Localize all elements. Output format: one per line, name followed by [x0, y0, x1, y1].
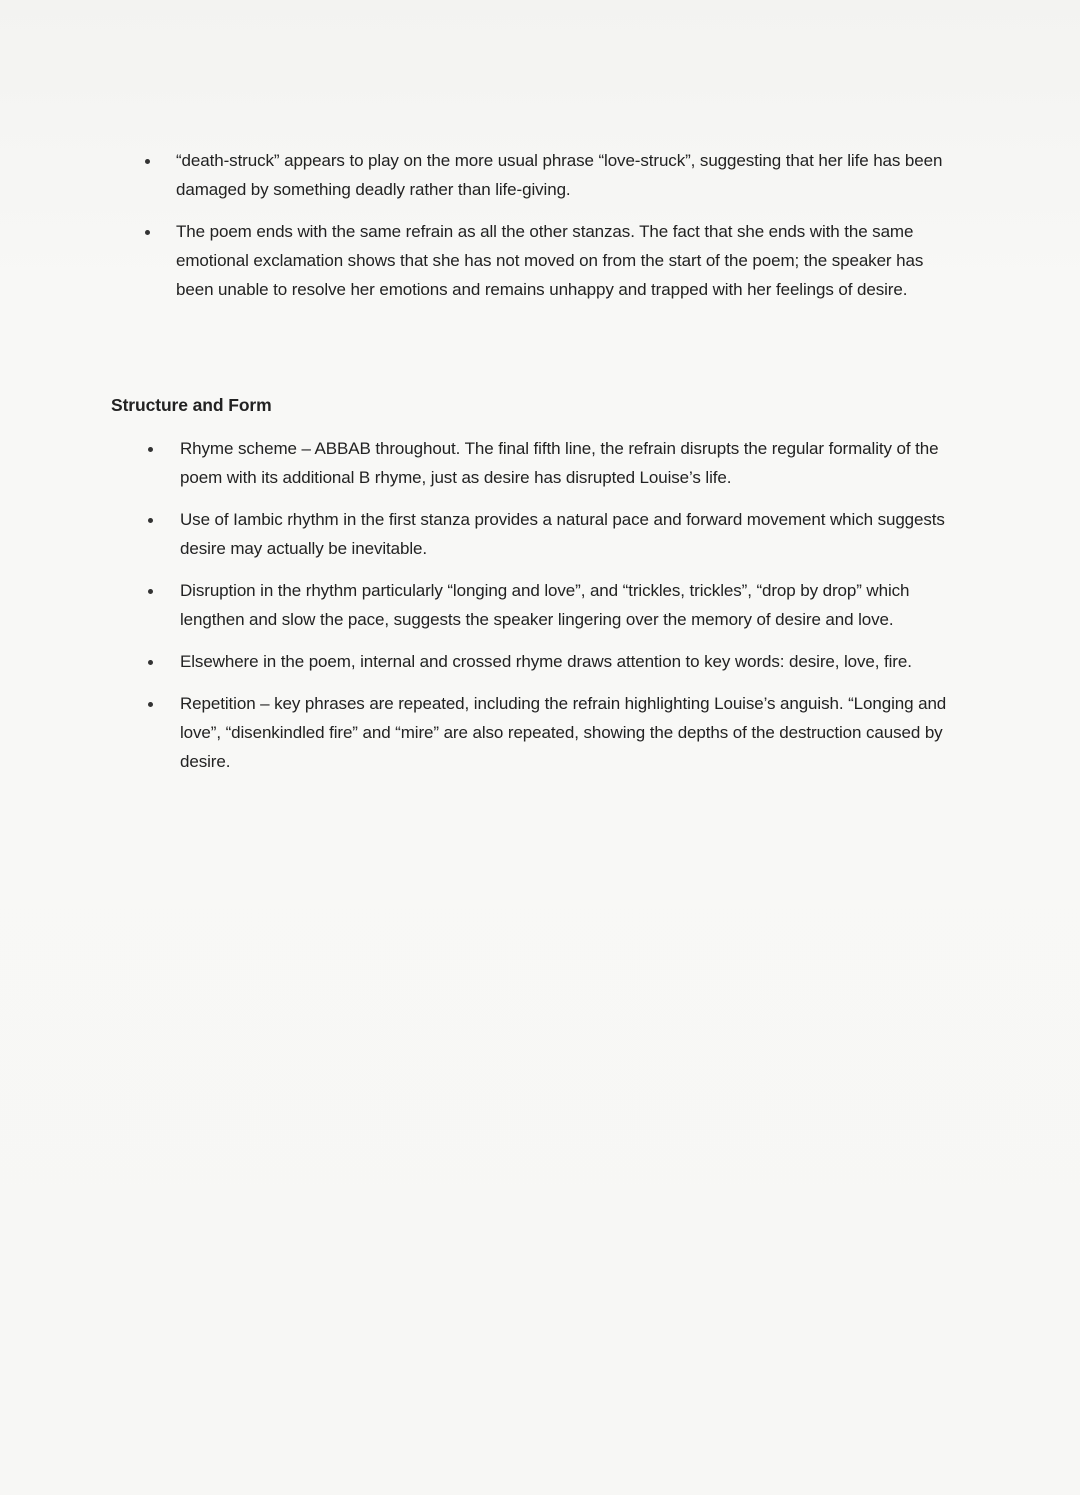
list-item-text: Use of Iambic rhythm in the first stanza provides a natural pace and forward movement which suggests desire may actually be inevitable. [180, 510, 945, 558]
bullet-icon [148, 702, 153, 707]
bullet-icon [145, 230, 150, 235]
list-item-text: The poem ends with the same refrain as all the other stanzas. The fact that she ends with the same emotional exclamation shows that she has not moved on from the start of the poem; the speaker has been unable to resolve her emotions and remains unhappy and trapped with her feelings of desire. [176, 222, 924, 299]
analysis-bullet-list [176, 146, 951, 304]
list-item-text: Disruption in the rhythm particularly “longing and love”, and “trickles, trickles”, “drop by drop” which lengthen and slow the pace, suggests the speaker lingering over the memory of desire and love. [180, 581, 910, 629]
list-item [180, 505, 955, 563]
bullet-icon [145, 159, 150, 164]
list-item [176, 146, 951, 204]
list-item [180, 689, 955, 776]
list-item [176, 217, 951, 304]
list-item-text: “death-struck” appears to play on the more usual phrase “love-struck”, suggesting that her life has been damaged by something deadly rather than life-giving. [176, 151, 943, 199]
list-item-text: Repetition – key phrases are repeated, including the refrain highlighting Louise’s anguish. “Longing and love”, “disenkindled fire” and “mire” are also repeated, showing the depths of the destruction caused by desire. [180, 694, 947, 771]
list-item-text: Rhyme scheme – ABBAB throughout. The final fifth line, the refrain disrupts the regular formality of the poem with its additional B rhyme, just as desire has disrupted Louise’s life. [180, 439, 939, 487]
list-item [180, 576, 955, 634]
bullet-icon [148, 447, 153, 452]
list-item [180, 434, 955, 492]
section-heading: Structure and Form [111, 395, 272, 415]
list-item [180, 647, 955, 676]
bullet-icon [148, 589, 153, 594]
bullet-icon [148, 660, 153, 665]
list-item-text: Elsewhere in the poem, internal and crossed rhyme draws attention to key words: desire, love, fire. [180, 652, 912, 671]
bullet-icon [148, 518, 153, 523]
structure-bullet-list [180, 434, 955, 776]
